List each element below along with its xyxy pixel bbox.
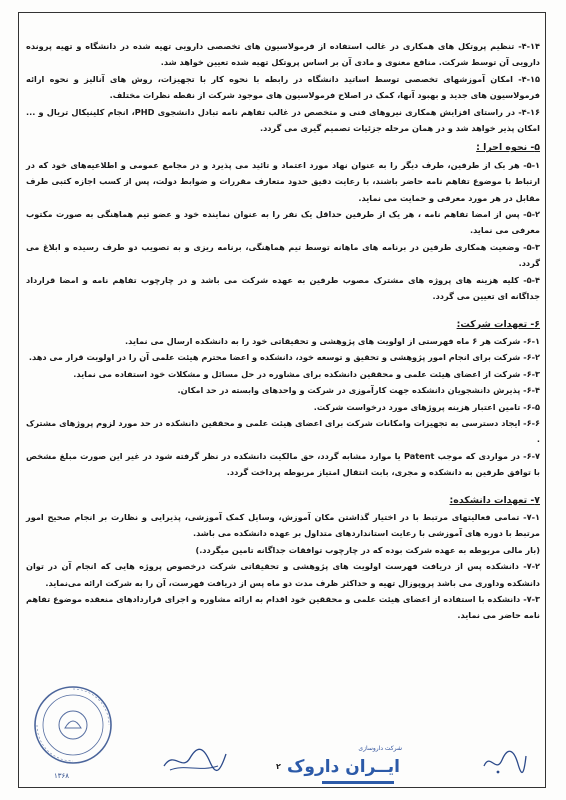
clause-7-3: ۷-۳- دانشکده با استفاده از اعضای هیئت علمی و محققین خود اقدام به ارائه مشاوره و اجرای قراردادهای منعقده موضوع تفاهم نامه حاضر می نماید. [26, 594, 540, 621]
section-6-heading: ۶- تعهدات شرکت: [456, 318, 540, 330]
clause-5-3: ۵-۳- وضعیت همکاری طرفین در برنامه های ماهانه توسط تیم هماهنگی، برنامه ریزی و به تصویب دو طرف رسیده و ابلاغ می گردد. [26, 241, 540, 269]
section-7-heading: ۷- تعهدات دانشکده: [449, 494, 540, 506]
clause-5-2: ۵-۲- پس از امضا تفاهم نامه ، هر یک از طرفین حداقل یک نفر را به عنوان نماینده خود و عضو تیم هماهنگی به صورت مکتوب معرفی می نماید. [26, 209, 540, 236]
company-logo [287, 745, 406, 787]
clause-4-14: ۴-۱۴- تنظیم پروتکل های همکاری در غالب استفاده از فرمولاسیون های تخصصی دارویی تهیه شده در دانشگاه و تهیه پرونده دارویی آن توسط شرکت. منافع معنوی و مادی آن بر اساس پروتکل تهیه شده تعیین خواهد شد. [26, 41, 540, 68]
clause-6-4: ۶-۴- پذیرش دانشجویان دانشکده جهت کارآموزی در شرکت و واحدهای وابسته در حد امکان. [177, 385, 540, 396]
clause-7-1-note: (بار مالی مربوطه به عهده شرکت بوده که در چارچوب توافقات جداگانه تامین میگردد.) [195, 544, 540, 555]
page-number: ۲ [276, 762, 281, 771]
clause-6-5: ۶-۵- تامین اعتبار هزینه پروژهای مورد درخواست شرکت. [313, 401, 540, 412]
clause-4-16: ۴-۱۶- در راستای افزایش همکاری نیروهای فنی و متخصص در غالب تفاهم نامه تبادل دانشجوی PHD، انجام کلینیکال تریال و ... امکان پذیر خواهد شد و در همان مرحله جزئیات تصمیم گیری می گردد. [26, 106, 540, 134]
signature-right [478, 746, 530, 780]
clause-4-15: ۴-۱۵- امکان آموزشهای تخصصی توسط اساتید دانشگاه در رابطه با نحوه کار با تجهیزات، روش های آنالیز و نحوه ارائه فرمولاسیون های جدید و بهبود آنها، کمک در اصلاح فرمولاسیون های موجود شرکت از نقطه نظرات مختلف. [26, 73, 540, 101]
clause-7-2: ۷-۲- دانشکده پس از دریافت فهرست اولویت های پژوهشی و تحقیقاتی شرکت درخصوص پروژه هایی که انجام آن در توان دانشکده وداوری می باشد پروپوزال تهیه و حداکثر ظرف مدت دو ماه پس از دریافت فهرست، آن را به شرکت ارائه می‌نماید. [26, 561, 540, 588]
logo-caption: شرکت داروسازی [358, 745, 402, 752]
stamp-number: ۱۳۶۸ [54, 772, 70, 780]
logo-underline [322, 781, 394, 784]
clause-6-3: ۶-۳- شرکت از اعضای هیئت علمی و محققین دانشکده برای مشاوره در حل مسائل و مشکلات خود استفاده می نماید. [73, 368, 540, 379]
document-body [26, 38, 540, 624]
logo-wordmark: ایــران داروک [287, 757, 400, 777]
clause-6-1: ۶-۱- شرکت هر ۶ ماه فهرستی از اولویت های پژوهشی و تحقیقاتی خود را به دانشکده ارسال می نماید. [125, 335, 540, 346]
clause-6-2: ۶-۲- شرکت برای انجام امور پژوهشی و تحقیق و توسعه خود، دانشکده و اعضا محترم هیئت علمی آن را در اولویت قرار می دهد. [28, 352, 540, 363]
clause-7-1: ۷-۱- تمامی فعالیتهای مرتبط با در اختیار گذاشتن مکان آموزش، وسایل کمک آموزشی، پذیرایی و نظارت بر انجام صحیح امور مرتبط با دوره های آموزشی با رعایت استانداردهای متداول بر عهده دانشکده می باشد. [26, 511, 540, 539]
clause-6-7: ۶-۷- در مواردی که موجب Patent یا موارد مشابه گردد، حق مالکیت دانشکده در نظر گرفته شود در غیر این صورت مبلغ مشخص با توافق طرفین به دانشکده و مجری، بابت انتقال امتیاز مربوطه پرداخت گردد. [26, 450, 540, 478]
signature-left [160, 742, 230, 778]
clause-6-6: ۶-۶- ایجاد دسترسی به تجهیزات وامکانات شرکت برای اعضای هیئت علمی و محققین دانشکده در حد مورد لزوم پروژهای مشترک . [26, 417, 540, 445]
clause-5-4: ۵-۴- کلیه هزینه های پروژه های مشترک مصوب طرفین به عهده شرکت می باشد و در چارچوب تفاهم نامه و امضا قرارداد جداگانه ای تعیین می گردد. [26, 274, 540, 302]
clause-5-1: ۵-۱- هر یک از طرفین، طرف دیگر را به عنوان نهاد مورد اعتماد و تائید می پذیرد و در مجامع عمومی و اطلاعیه‌های خود که در ارتباط با موضوع تفاهم نامه حاضر باشند، با رعایت دقیق حدود متعارف مقررات و ضوابط دولت، پس از کسب اجازه کتبی طرف مقابل در هر مورد معرفی و حمایت می نماید. [26, 159, 540, 203]
section-5-heading: ۵- نحوه اجرا : [476, 142, 540, 154]
university-stamp [32, 684, 114, 766]
